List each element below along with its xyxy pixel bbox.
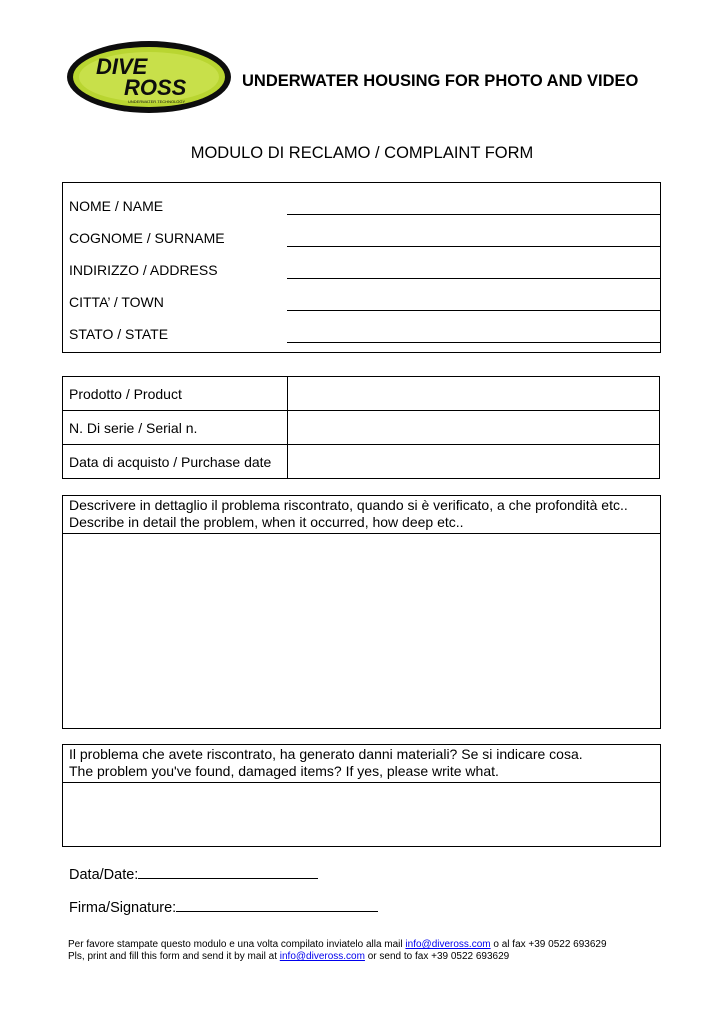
product-value-cell[interactable]: [288, 377, 660, 411]
footer-note: [68, 939, 607, 963]
problem-heading-it: Descrivere in dettaglio il problema riscontrato, quando si è verificato, a che profondità etc..: [69, 497, 628, 513]
damage-description-heading: [63, 745, 660, 783]
logo-tagline: UNDERWATER TECHNOLOGY: [128, 99, 186, 104]
signature-input-line[interactable]: [176, 897, 378, 912]
state-input-line[interactable]: [287, 342, 660, 343]
surname-label: COGNOME / SURNAME: [69, 230, 225, 246]
town-label: CITTA’ / TOWN: [69, 294, 164, 310]
name-field-row: [63, 183, 660, 215]
address-label: INDIRIZZO / ADDRESS: [69, 262, 218, 278]
damage-heading-it: Il problema che avete riscontrato, ha generato danni materiali? Se si indicare cosa.: [69, 746, 583, 762]
purchase-date-value-cell[interactable]: [288, 445, 660, 479]
footer-it-text: Per favore stampate questo modulo e una volta compilato inviatelo alla mail: [68, 939, 406, 950]
logo-word-ross: ROSS: [124, 75, 187, 100]
date-row: [69, 864, 318, 883]
form-title: MODULO DI RECLAMO / COMPLAINT FORM: [190, 144, 534, 162]
footer-line-en: [68, 951, 607, 963]
footer-en-fax: or send to fax +39 0522 693629: [364, 951, 510, 962]
footer-line-it: [68, 939, 607, 951]
footer-en-email-link[interactable]: info@diveross.com: [279, 951, 365, 962]
signature-label: Firma/Signature:: [69, 900, 177, 916]
purchase-date-label: Data di acquisto / Purchase date: [63, 445, 288, 479]
surname-field-row: [63, 215, 660, 247]
damage-description-area[interactable]: [63, 783, 660, 848]
serial-value-cell[interactable]: [288, 411, 660, 445]
table-row: [63, 445, 660, 479]
damage-description-box: [62, 744, 661, 847]
state-field-row: [63, 311, 660, 343]
signature-row: [69, 897, 378, 916]
date-label: Data/Date:: [69, 867, 139, 883]
damage-heading-en: The problem you've found, damaged items? If yes, please write what.: [69, 763, 499, 779]
town-field-row: [63, 279, 660, 311]
logo-word-dive: DIVE: [96, 54, 148, 79]
state-label: STATO / STATE: [69, 326, 169, 342]
footer-it-email-link[interactable]: info@diveross.com: [405, 939, 491, 950]
diveross-logo: [66, 40, 232, 114]
problem-heading-en: Describe in detail the problem, when it occurred, how deep etc..: [69, 514, 464, 530]
footer-en-text: Pls, print and fill this form and send it by mail at: [68, 951, 280, 962]
date-input-line[interactable]: [138, 864, 318, 879]
table-row: [63, 411, 660, 445]
product-label: Prodotto / Product: [63, 377, 288, 411]
table-row: [63, 377, 660, 411]
footer-it-fax: o al fax +39 0522 693629: [490, 939, 607, 950]
name-label: NOME / NAME: [69, 198, 164, 214]
problem-description-box: [62, 495, 661, 729]
logo-graphic: [66, 40, 232, 114]
problem-description-heading: [63, 496, 660, 534]
personal-info-box: [62, 182, 661, 353]
header-title: UNDERWATER HOUSING FOR PHOTO AND VIDEO: [242, 72, 639, 90]
problem-description-area[interactable]: [63, 534, 660, 730]
address-field-row: [63, 247, 660, 279]
serial-label: N. Di serie / Serial n.: [63, 411, 288, 445]
product-table: [62, 376, 660, 479]
